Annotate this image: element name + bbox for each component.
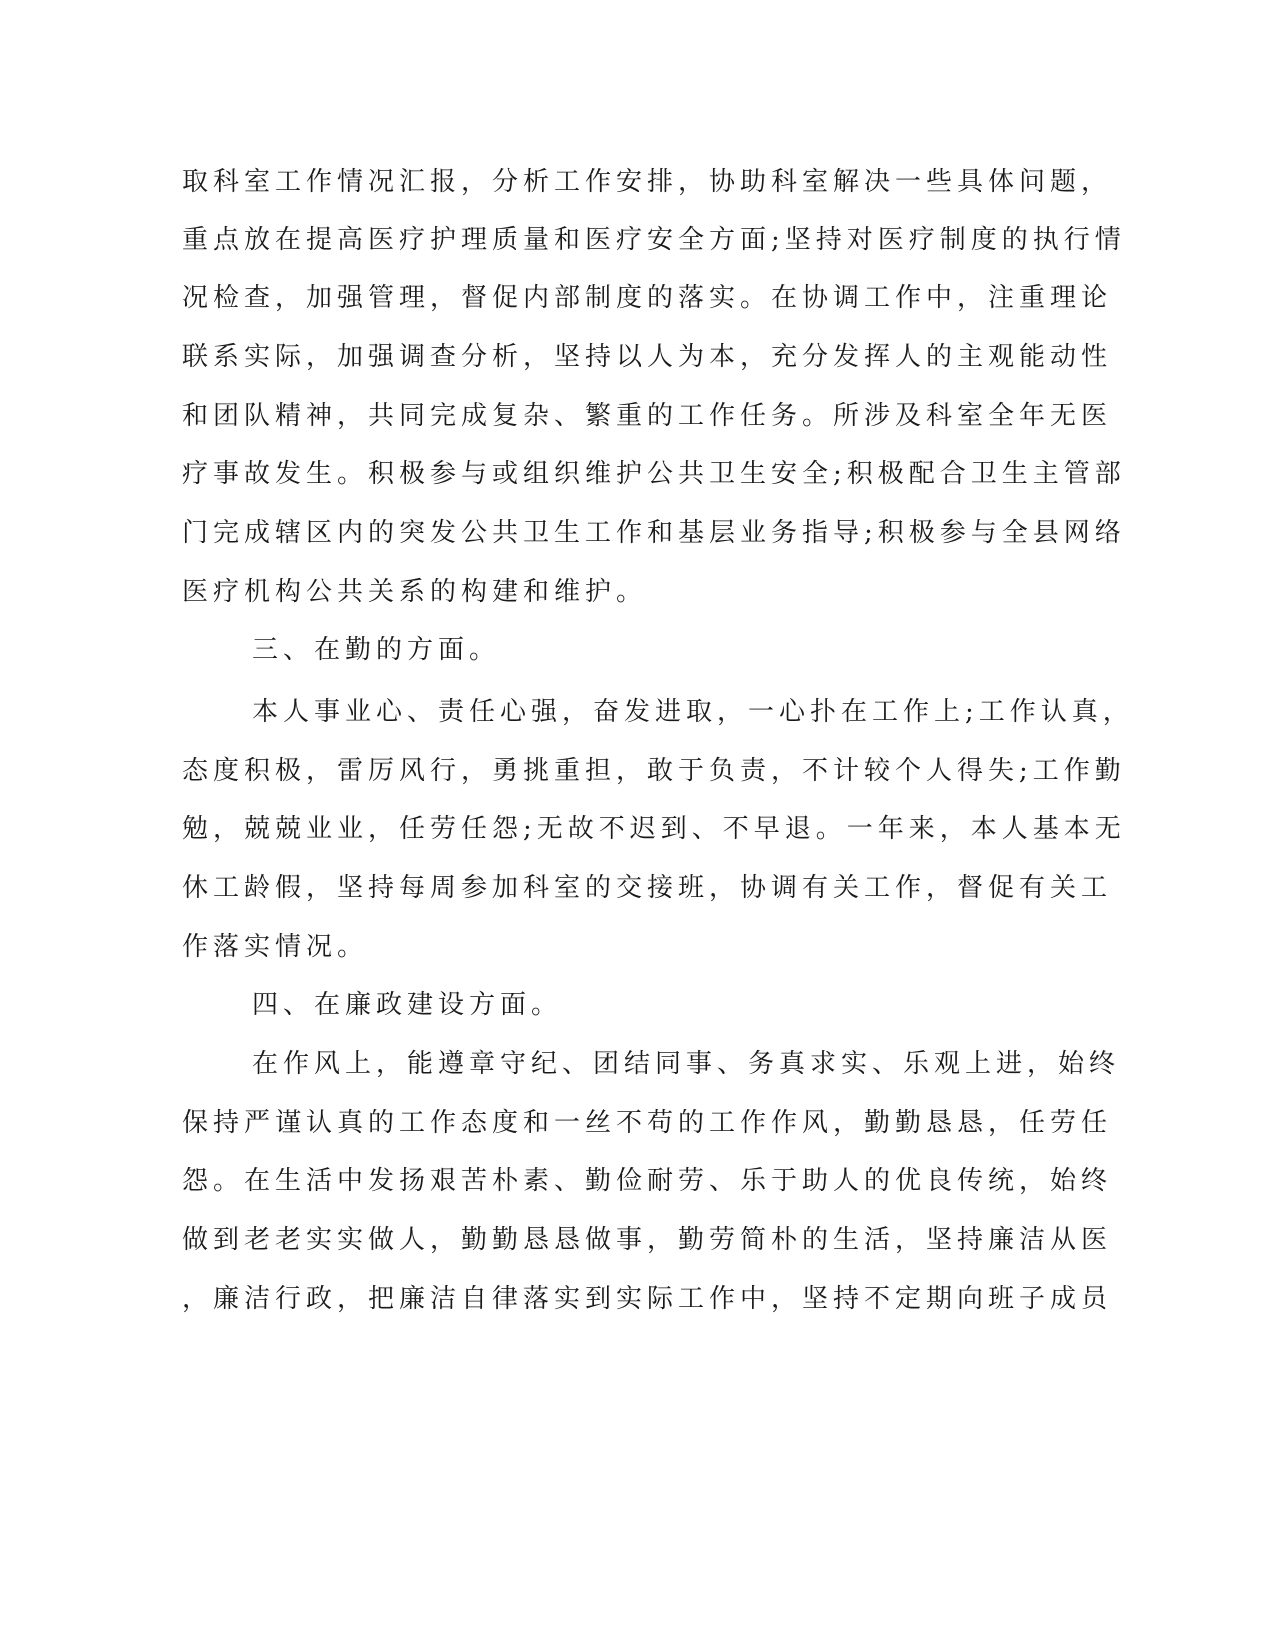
text-line: 联系实际，加强调查分析，坚持以人为本，充分发挥人的主观能动性 [182, 342, 1113, 372]
text-line: 休工龄假，坚持每周参加科室的交接班，协调有关工作，督促有关工 [182, 873, 1113, 903]
text-line: 勉，兢兢业业，任劳任怨;无故不迟到、不早退。一年来，本人基本无 [182, 814, 1126, 844]
text-line: 和团队精神，共同完成复杂、繁重的工作任务。所涉及科室全年无医 [182, 401, 1113, 431]
section-heading: 三、在勤的方面。 [252, 635, 501, 665]
text-line: 保持严谨认真的工作态度和一丝不苟的工作作风，勤勤恳恳，任劳任 [182, 1108, 1113, 1138]
text-line: 在作风上，能遵章守纪、团结同事、务真求实、乐观上进，始终 [252, 1049, 1121, 1079]
section-heading: 四、在廉政建设方面。 [252, 990, 563, 1020]
text-line: 本人事业心、责任心强，奋发进取，一心扑在工作上;工作认真， [252, 697, 1134, 727]
text-line: 怨。在生活中发扬艰苦朴素、勤俭耐劳、乐于助人的优良传统，始终 [182, 1166, 1113, 1196]
text-line: ，廉洁行政，把廉洁自律落实到实际工作中，坚持不定期向班子成员 [182, 1284, 1113, 1314]
text-line: 重点放在提高医疗护理质量和医疗安全方面;坚持对医疗制度的执行情 [182, 225, 1126, 255]
text-line: 况检查，加强管理，督促内部制度的落实。在协调工作中，注重理论 [182, 283, 1113, 313]
text-line: 取科室工作情况汇报，分析工作安排，协助科室解决一些具体问题， [182, 167, 1113, 197]
text-line: 医疗机构公共关系的构建和维护。 [182, 577, 648, 607]
text-line: 疗事故发生。积极参与或组织维护公共卫生安全;积极配合卫生主管部 [182, 459, 1126, 489]
text-line: 做到老老实实做人，勤勤恳恳做事，勤劳简朴的生活，坚持廉洁从医 [182, 1225, 1113, 1255]
text-line: 作落实情况。 [182, 932, 369, 962]
text-line: 门完成辖区内的突发公共卫生工作和基层业务指导;积极参与全县网络 [182, 518, 1126, 548]
text-line: 态度积极，雷厉风行，勇挑重担，敢于负责，不计较个人得失;工作勤 [182, 756, 1126, 786]
